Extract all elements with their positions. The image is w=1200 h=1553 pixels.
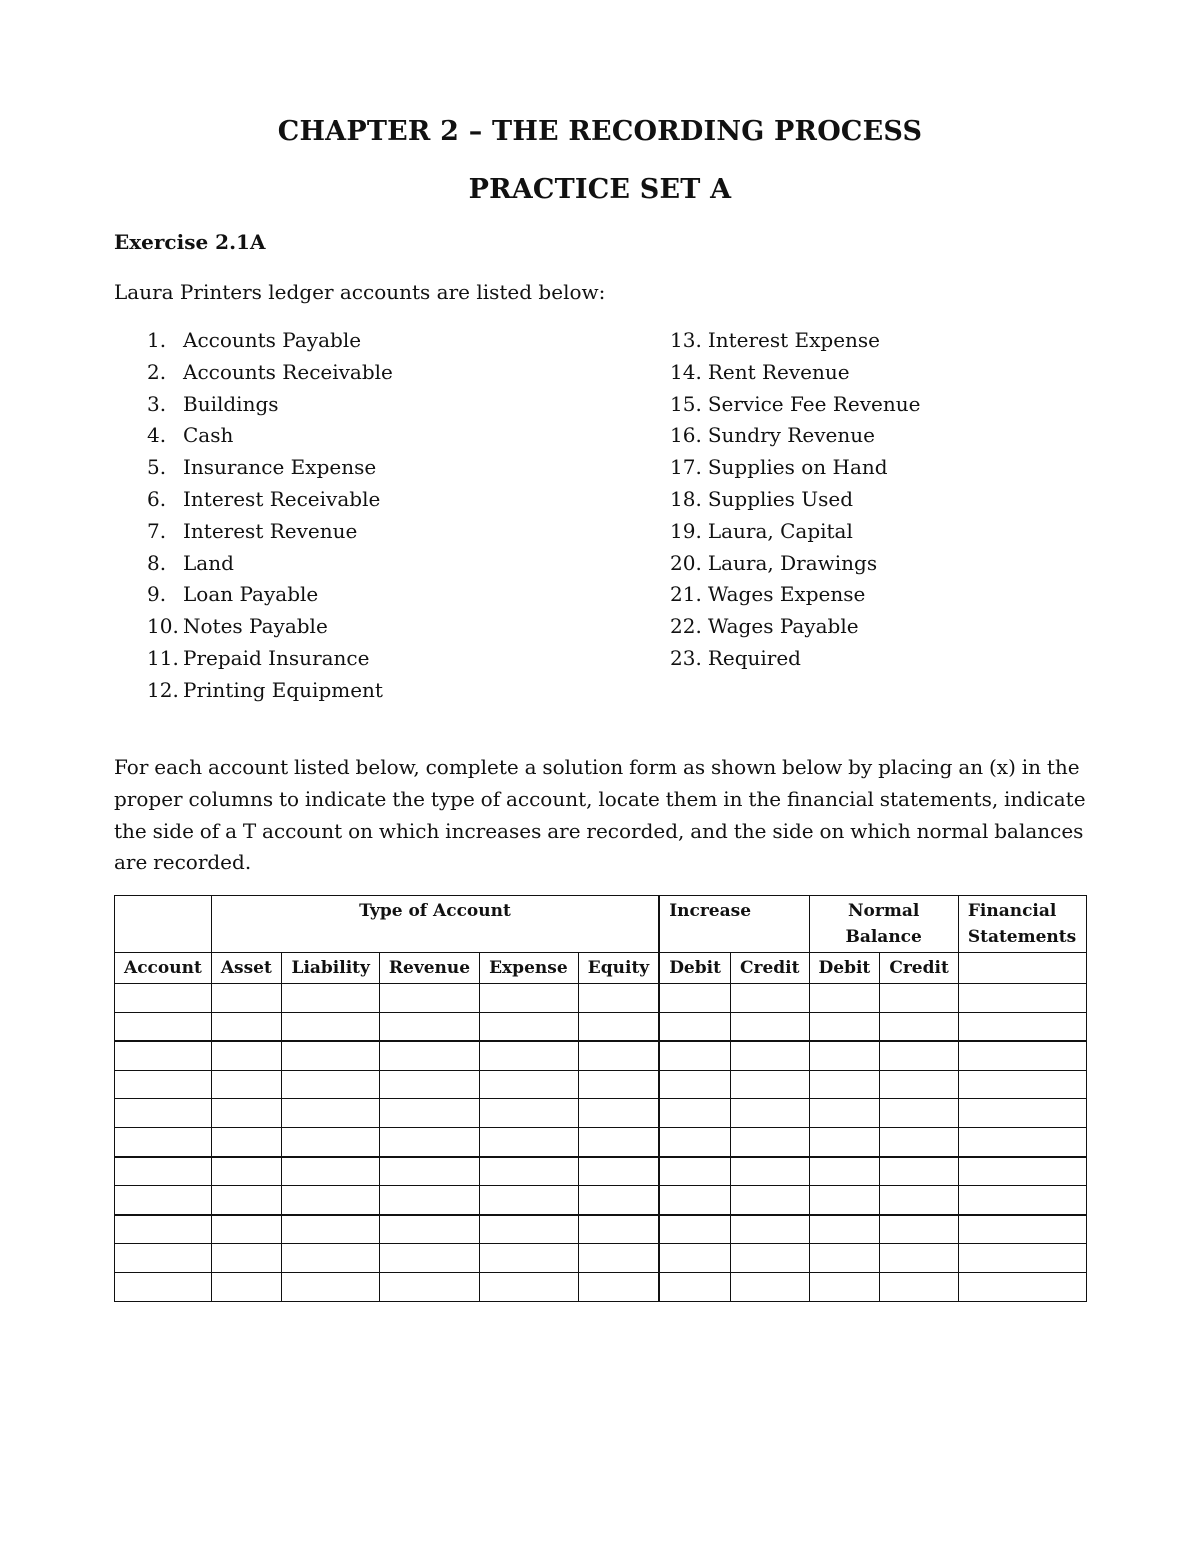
list-item: 17. Supplies on Hand — [670, 455, 888, 480]
answer-cell[interactable] — [115, 1099, 212, 1128]
answer-cell[interactable] — [880, 1070, 959, 1099]
column-equity: Equity — [578, 953, 659, 984]
answer-cell[interactable] — [880, 1215, 959, 1244]
answer-cell[interactable] — [211, 1012, 282, 1041]
answer-cell[interactable] — [659, 1127, 730, 1156]
table-row — [115, 1186, 1087, 1215]
answer-cell[interactable] — [659, 1012, 730, 1041]
answer-cell[interactable] — [880, 1186, 959, 1215]
table-row — [115, 1215, 1087, 1244]
header-normal-balance: Normal Balance — [809, 896, 958, 953]
answer-cell[interactable] — [379, 1244, 479, 1273]
answer-cell[interactable] — [578, 1099, 659, 1128]
answer-cell[interactable] — [578, 1012, 659, 1041]
answer-cell[interactable] — [480, 1127, 579, 1156]
table-row — [115, 1127, 1087, 1156]
answer-cell[interactable] — [958, 984, 1086, 1013]
answer-cell[interactable] — [211, 1157, 282, 1186]
answer-cell[interactable] — [578, 1244, 659, 1273]
list-item: 8. Land — [147, 550, 234, 575]
answer-cell[interactable] — [809, 1127, 880, 1156]
answer-cell[interactable] — [958, 1157, 1086, 1186]
table-row — [115, 1272, 1087, 1301]
list-item: 23. Required — [670, 645, 801, 670]
answer-cell[interactable] — [809, 1041, 880, 1070]
answer-cell[interactable] — [211, 1099, 282, 1128]
list-item: 3. Buildings — [147, 391, 279, 416]
answer-cell[interactable] — [379, 984, 479, 1013]
header-type-of-account: Type of Account — [211, 896, 659, 953]
answer-cell[interactable] — [480, 1244, 579, 1273]
answer-cell[interactable] — [809, 1099, 880, 1128]
list-item: 16. Sundry Revenue — [670, 423, 875, 448]
list-item: 5. Insurance Expense — [147, 455, 377, 480]
exercise-heading: Exercise 2.1A — [114, 230, 266, 254]
answer-cell[interactable] — [809, 1157, 880, 1186]
list-item: 15. Service Fee Revenue — [670, 391, 921, 416]
answer-cell[interactable] — [880, 1099, 959, 1128]
answer-cell[interactable] — [809, 1244, 880, 1273]
chapter-title: CHAPTER 2 – THE RECORDING PROCESS — [277, 116, 923, 147]
answer-cell[interactable] — [659, 1186, 730, 1215]
answer-cell[interactable] — [730, 1127, 809, 1156]
answer-cell[interactable] — [282, 1272, 379, 1301]
column-liability: Liability — [282, 953, 379, 984]
table-row — [115, 1099, 1087, 1128]
answer-cell[interactable] — [115, 1012, 212, 1041]
answer-cell[interactable] — [115, 1127, 212, 1156]
list-item: 18. Supplies Used — [670, 486, 854, 511]
answer-cell[interactable] — [659, 1099, 730, 1128]
answer-cell[interactable] — [809, 1215, 880, 1244]
answer-cell[interactable] — [659, 984, 730, 1013]
column-account: Account — [115, 953, 212, 984]
answer-cell[interactable] — [809, 1272, 880, 1301]
answer-cell[interactable] — [730, 1012, 809, 1041]
column-revenue: Revenue — [379, 953, 479, 984]
answer-cell[interactable] — [480, 1186, 579, 1215]
answer-cell[interactable] — [958, 1070, 1086, 1099]
answer-cell[interactable] — [958, 1186, 1086, 1215]
table-row — [115, 984, 1087, 1013]
answer-cell[interactable] — [809, 1070, 880, 1099]
answer-cell[interactable] — [379, 1215, 479, 1244]
answer-cell[interactable] — [115, 1157, 212, 1186]
header-increase: Increase — [659, 896, 809, 953]
list-item: 9. Loan Payable — [147, 582, 319, 607]
answer-cell[interactable] — [659, 1215, 730, 1244]
answer-cell[interactable] — [578, 1041, 659, 1070]
answer-cell[interactable] — [282, 1127, 379, 1156]
answer-cell[interactable] — [115, 1186, 212, 1215]
answer-cell[interactable] — [282, 1215, 379, 1244]
answer-cell[interactable] — [958, 1041, 1086, 1070]
answer-cell[interactable] — [880, 1012, 959, 1041]
column-increase-credit: Credit — [730, 953, 809, 984]
answer-cell[interactable] — [958, 1127, 1086, 1156]
answer-cell[interactable] — [282, 1186, 379, 1215]
list-item: 21. Wages Expense — [670, 582, 866, 607]
answer-cell[interactable] — [809, 1012, 880, 1041]
answer-cell[interactable] — [480, 1272, 579, 1301]
list-item: 1. Accounts Payable — [147, 328, 362, 352]
answer-cell[interactable] — [480, 1070, 579, 1099]
answer-cell[interactable] — [958, 1215, 1086, 1244]
list-item: 7. Interest Revenue — [147, 518, 358, 543]
list-item: 4. Cash — [147, 423, 234, 448]
solution-form-table — [114, 895, 1087, 1302]
column-balance-credit: Credit — [880, 953, 959, 984]
answer-cell[interactable] — [730, 1272, 809, 1301]
answer-cell[interactable] — [282, 1099, 379, 1128]
answer-cell[interactable] — [211, 1186, 282, 1215]
answer-cell[interactable] — [659, 1070, 730, 1099]
table-row — [115, 1157, 1087, 1186]
list-item: 6. Interest Receivable — [147, 486, 381, 511]
answer-cell[interactable] — [958, 1099, 1086, 1128]
answer-cell[interactable] — [480, 984, 579, 1013]
answer-cell[interactable] — [958, 1272, 1086, 1301]
column-expense: Expense — [480, 953, 579, 984]
answer-cell[interactable] — [211, 1127, 282, 1156]
column-asset: Asset — [211, 953, 282, 984]
table-row — [115, 1244, 1087, 1273]
answer-cell[interactable] — [379, 1041, 479, 1070]
answer-cell[interactable] — [659, 1272, 730, 1301]
answer-cell[interactable] — [578, 1127, 659, 1156]
table-row — [115, 1041, 1087, 1070]
answer-cell[interactable] — [282, 1244, 379, 1273]
answer-cell[interactable] — [730, 1215, 809, 1244]
answer-cell[interactable] — [211, 1215, 282, 1244]
answer-cell[interactable] — [115, 1244, 212, 1273]
answer-cell[interactable] — [958, 1244, 1086, 1273]
list-item: 11. Prepaid Insurance — [147, 645, 370, 670]
list-item: 14. Rent Revenue — [670, 359, 850, 384]
practice-set-title: PRACTICE SET A — [468, 174, 732, 205]
answer-cell[interactable] — [880, 1041, 959, 1070]
answer-cell[interactable] — [578, 1186, 659, 1215]
list-item: 22. Wages Payable — [670, 614, 859, 639]
answer-cell[interactable] — [115, 1272, 212, 1301]
answer-cell[interactable] — [115, 1215, 212, 1244]
answer-cell[interactable] — [880, 1157, 959, 1186]
list-item: 20. Laura, Drawings — [670, 550, 878, 575]
answer-cell[interactable] — [880, 1244, 959, 1273]
answer-cell[interactable] — [730, 984, 809, 1013]
answer-cell[interactable] — [379, 1070, 479, 1099]
answer-cell[interactable] — [880, 1272, 959, 1301]
answer-cell[interactable] — [480, 1012, 579, 1041]
header-financial-statements: Financial Statements — [958, 896, 1086, 953]
answer-cell[interactable] — [282, 1041, 379, 1070]
answer-cell[interactable] — [659, 1041, 730, 1070]
list-item: 13. Interest Expense — [670, 328, 881, 352]
answer-cell[interactable] — [730, 1099, 809, 1128]
header-blank — [115, 896, 212, 953]
answer-cell[interactable] — [730, 1244, 809, 1273]
answer-cell[interactable] — [480, 1157, 579, 1186]
answer-cell[interactable] — [480, 1099, 579, 1128]
answer-cell[interactable] — [115, 1041, 212, 1070]
answer-cell[interactable] — [958, 1012, 1086, 1041]
answer-cell[interactable] — [379, 1012, 479, 1041]
answer-cell[interactable] — [730, 1157, 809, 1186]
answer-cell[interactable] — [659, 1157, 730, 1186]
answer-cell[interactable] — [282, 1012, 379, 1041]
answer-cell[interactable] — [282, 1157, 379, 1186]
answer-cell[interactable] — [211, 984, 282, 1013]
answer-cell[interactable] — [211, 1070, 282, 1099]
instructions-paragraph: For each account listed below, complete a solution form as shown below by placing an (x) in the proper columns to indicate the type of account, locate them in the financial statements, indicate the side of a T account on which increases are recorded, and the side on which normal balances are recorded. — [114, 755, 1086, 875]
answer-cell[interactable] — [379, 1157, 479, 1186]
answer-cell[interactable] — [211, 1244, 282, 1273]
intro-text: Laura Printers ledger accounts are listed below: — [114, 280, 606, 304]
table-row — [115, 1070, 1087, 1099]
answer-cell[interactable] — [211, 1041, 282, 1070]
answer-cell[interactable] — [379, 1099, 479, 1128]
answer-cell[interactable] — [211, 1272, 282, 1301]
answer-cell[interactable] — [730, 1186, 809, 1215]
answer-cell[interactable] — [379, 1272, 479, 1301]
answer-cell[interactable] — [379, 1186, 479, 1215]
answer-cell[interactable] — [578, 1157, 659, 1186]
list-item: 10. Notes Payable — [147, 614, 328, 639]
answer-cell[interactable] — [578, 1070, 659, 1099]
answer-cell[interactable] — [730, 1041, 809, 1070]
accounts-list-right — [670, 325, 920, 675]
answer-cell[interactable] — [578, 984, 659, 1013]
answer-cell[interactable] — [809, 984, 880, 1013]
answer-cell[interactable] — [115, 1070, 212, 1099]
list-item: 2. Accounts Receivable — [147, 359, 393, 384]
column-statements — [958, 953, 1086, 984]
answer-cell[interactable] — [282, 1070, 379, 1099]
table-row — [115, 1012, 1087, 1041]
answer-cell[interactable] — [730, 1070, 809, 1099]
answer-cell[interactable] — [379, 1127, 479, 1156]
list-item: 19. Laura, Capital — [670, 518, 853, 543]
list-item: 12. Printing Equipment — [147, 677, 383, 702]
answer-cell[interactable] — [578, 1215, 659, 1244]
answer-cell[interactable] — [880, 984, 959, 1013]
answer-cell[interactable] — [480, 1041, 579, 1070]
column-balance-debit: Debit — [809, 953, 880, 984]
answer-cell[interactable] — [480, 1215, 579, 1244]
answer-cell[interactable] — [880, 1127, 959, 1156]
accounts-list-left — [147, 325, 393, 707]
column-increase-debit: Debit — [659, 953, 730, 984]
answer-cell[interactable] — [809, 1186, 880, 1215]
answer-cell[interactable] — [282, 984, 379, 1013]
answer-cell[interactable] — [115, 984, 212, 1013]
answer-cell[interactable] — [659, 1244, 730, 1273]
answer-cell[interactable] — [578, 1272, 659, 1301]
